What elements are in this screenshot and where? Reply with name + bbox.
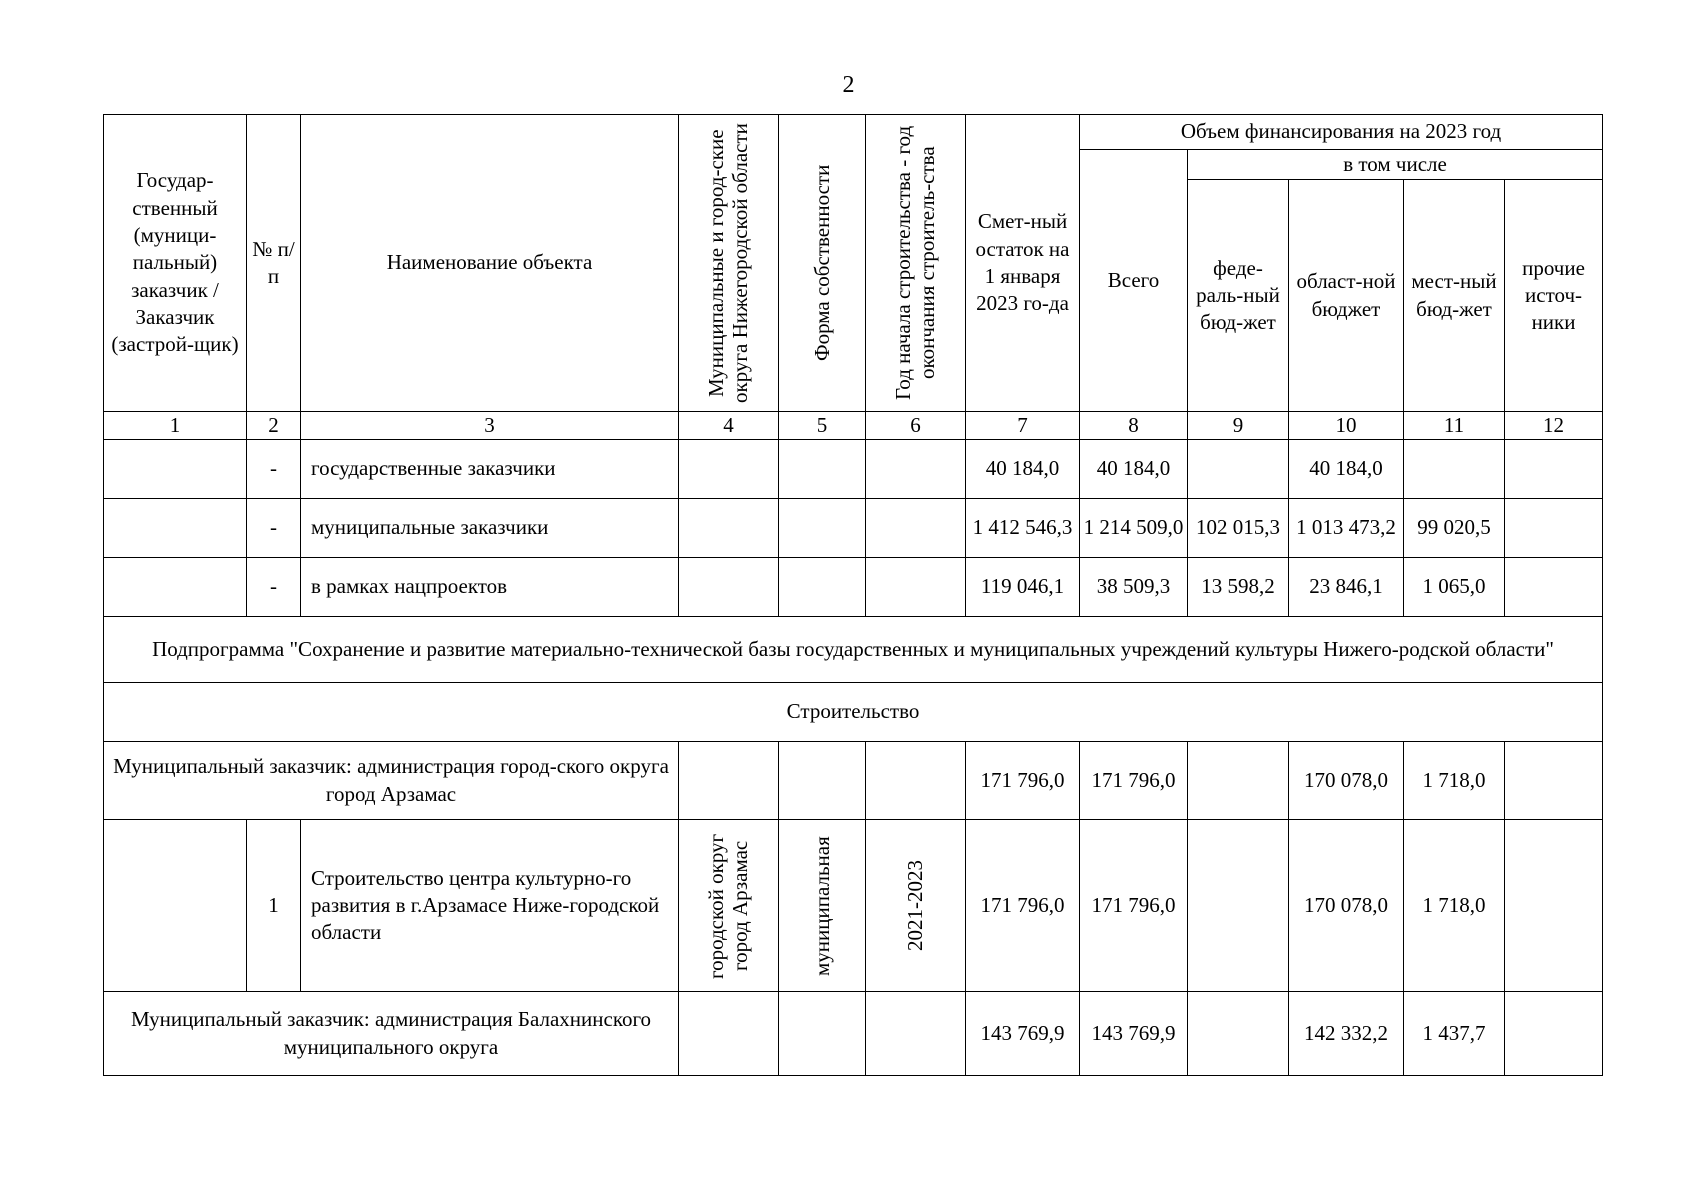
total: 1 214 509,0 [1080, 499, 1188, 558]
header-customer: Государ-ственный (муници-пальный) заказчик / Заказчик (застрой-щик) [104, 115, 247, 412]
row-number: - [247, 440, 301, 499]
page-number: 2 [842, 72, 855, 98]
header-other-sources: прочие источ-ники [1505, 180, 1603, 412]
header-local-budget: мест-ный бюд-жет [1404, 180, 1505, 412]
header-ownership: Форма собственности [809, 164, 834, 362]
column-number: 3 [301, 412, 679, 440]
local-budget: 1 718,0 [1404, 742, 1505, 820]
header-years-cell [866, 115, 966, 412]
estimate-balance: 171 796,0 [966, 742, 1080, 820]
header-federal-budget: феде-раль-ный бюд-жет [1188, 180, 1289, 412]
estimate-balance: 171 796,0 [966, 820, 1080, 992]
row-number: - [247, 558, 301, 617]
header-district: Муниципальные и город-ские округа Нижегородской области [704, 123, 753, 403]
local-budget: 1 718,0 [1404, 820, 1505, 992]
total: 38 509,3 [1080, 558, 1188, 617]
section-row [104, 683, 1603, 742]
object-district-cell [679, 820, 779, 992]
column-number: 8 [1080, 412, 1188, 440]
regional-budget: 1 013 473,2 [1289, 499, 1404, 558]
other-sources [1505, 992, 1603, 1076]
header-district-cell [679, 115, 779, 412]
section-title: Строительство [104, 683, 1603, 742]
header-total: Всего [1080, 150, 1188, 412]
federal-budget [1188, 992, 1289, 1076]
summary-row-municipal-customers [104, 499, 1603, 558]
column-number: 5 [779, 412, 866, 440]
column-number: 7 [966, 412, 1080, 440]
customer-label: Муниципальный заказчик: администрация Балахнинского муниципального округа [104, 992, 679, 1076]
regional-budget: 170 078,0 [1289, 820, 1404, 992]
financing-table [103, 114, 1603, 1076]
federal-budget [1188, 742, 1289, 820]
regional-budget: 40 184,0 [1289, 440, 1404, 499]
federal-budget [1188, 440, 1289, 499]
local-budget: 1 065,0 [1404, 558, 1505, 617]
estimate-balance: 1 412 546,3 [966, 499, 1080, 558]
column-number: 11 [1404, 412, 1505, 440]
object-district: городской округ город Арзамас [704, 832, 753, 979]
regional-budget: 23 846,1 [1289, 558, 1404, 617]
other-sources [1505, 499, 1603, 558]
federal-budget [1188, 820, 1289, 992]
object-ownership-cell [779, 820, 866, 992]
header-years: Год начала строительства - год окончания строитель-ства [891, 125, 940, 401]
header-financing-group: Объем финансирования на 2023 год [1080, 115, 1603, 150]
object-years: 2021-2023 [903, 860, 928, 951]
header-object-name: Наименование объекта [301, 115, 679, 412]
header-including: в том числе [1188, 150, 1603, 180]
other-sources [1505, 820, 1603, 992]
column-number: 9 [1188, 412, 1289, 440]
header-regional-budget: област-ной бюджет [1289, 180, 1404, 412]
object-years-cell [866, 820, 966, 992]
summary-row-state-customers [104, 440, 1603, 499]
column-number: 12 [1505, 412, 1603, 440]
federal-budget: 102 015,3 [1188, 499, 1289, 558]
column-number: 10 [1289, 412, 1404, 440]
row-name: государственные заказчики [301, 440, 679, 499]
header-row-1 [104, 115, 1603, 150]
local-budget: 99 020,5 [1404, 499, 1505, 558]
object-name: Строительство центра культурно-го развития в г.Арзамасе Ниже-городской области [301, 820, 679, 992]
column-numbers-row [104, 412, 1603, 440]
total: 143 769,9 [1080, 992, 1188, 1076]
estimate-balance: 40 184,0 [966, 440, 1080, 499]
local-budget: 1 437,7 [1404, 992, 1505, 1076]
subprogram-title: Подпрограмма "Сохранение и развитие материально-технической базы государственных и муниципальных учреждений культуры Нижего-родской области" [104, 617, 1603, 683]
object-row [104, 820, 1603, 992]
header-estimate-balance: Смет-ный остаток на 1 января 2023 го-да [966, 115, 1080, 412]
column-number: 6 [866, 412, 966, 440]
header-number: № п/п [247, 115, 301, 412]
customer-row-balakhna [104, 992, 1603, 1076]
other-sources [1505, 558, 1603, 617]
total: 40 184,0 [1080, 440, 1188, 499]
object-ownership: муниципальная [809, 835, 834, 976]
row-number: 1 [247, 820, 301, 992]
subprogram-row [104, 617, 1603, 683]
local-budget [1404, 440, 1505, 499]
total: 171 796,0 [1080, 820, 1188, 992]
row-name: в рамках нацпроектов [301, 558, 679, 617]
other-sources [1505, 440, 1603, 499]
column-number: 1 [104, 412, 247, 440]
estimate-balance: 119 046,1 [966, 558, 1080, 617]
column-number: 4 [679, 412, 779, 440]
header-ownership-cell [779, 115, 866, 412]
federal-budget: 13 598,2 [1188, 558, 1289, 617]
row-name: муниципальные заказчики [301, 499, 679, 558]
customer-label: Муниципальный заказчик: администрация город-ского округа город Арзамас [104, 742, 679, 820]
summary-row-national-projects [104, 558, 1603, 617]
row-number: - [247, 499, 301, 558]
other-sources [1505, 742, 1603, 820]
regional-budget: 170 078,0 [1289, 742, 1404, 820]
total: 171 796,0 [1080, 742, 1188, 820]
customer-row-arzamas [104, 742, 1603, 820]
column-number: 2 [247, 412, 301, 440]
estimate-balance: 143 769,9 [966, 992, 1080, 1076]
regional-budget: 142 332,2 [1289, 992, 1404, 1076]
